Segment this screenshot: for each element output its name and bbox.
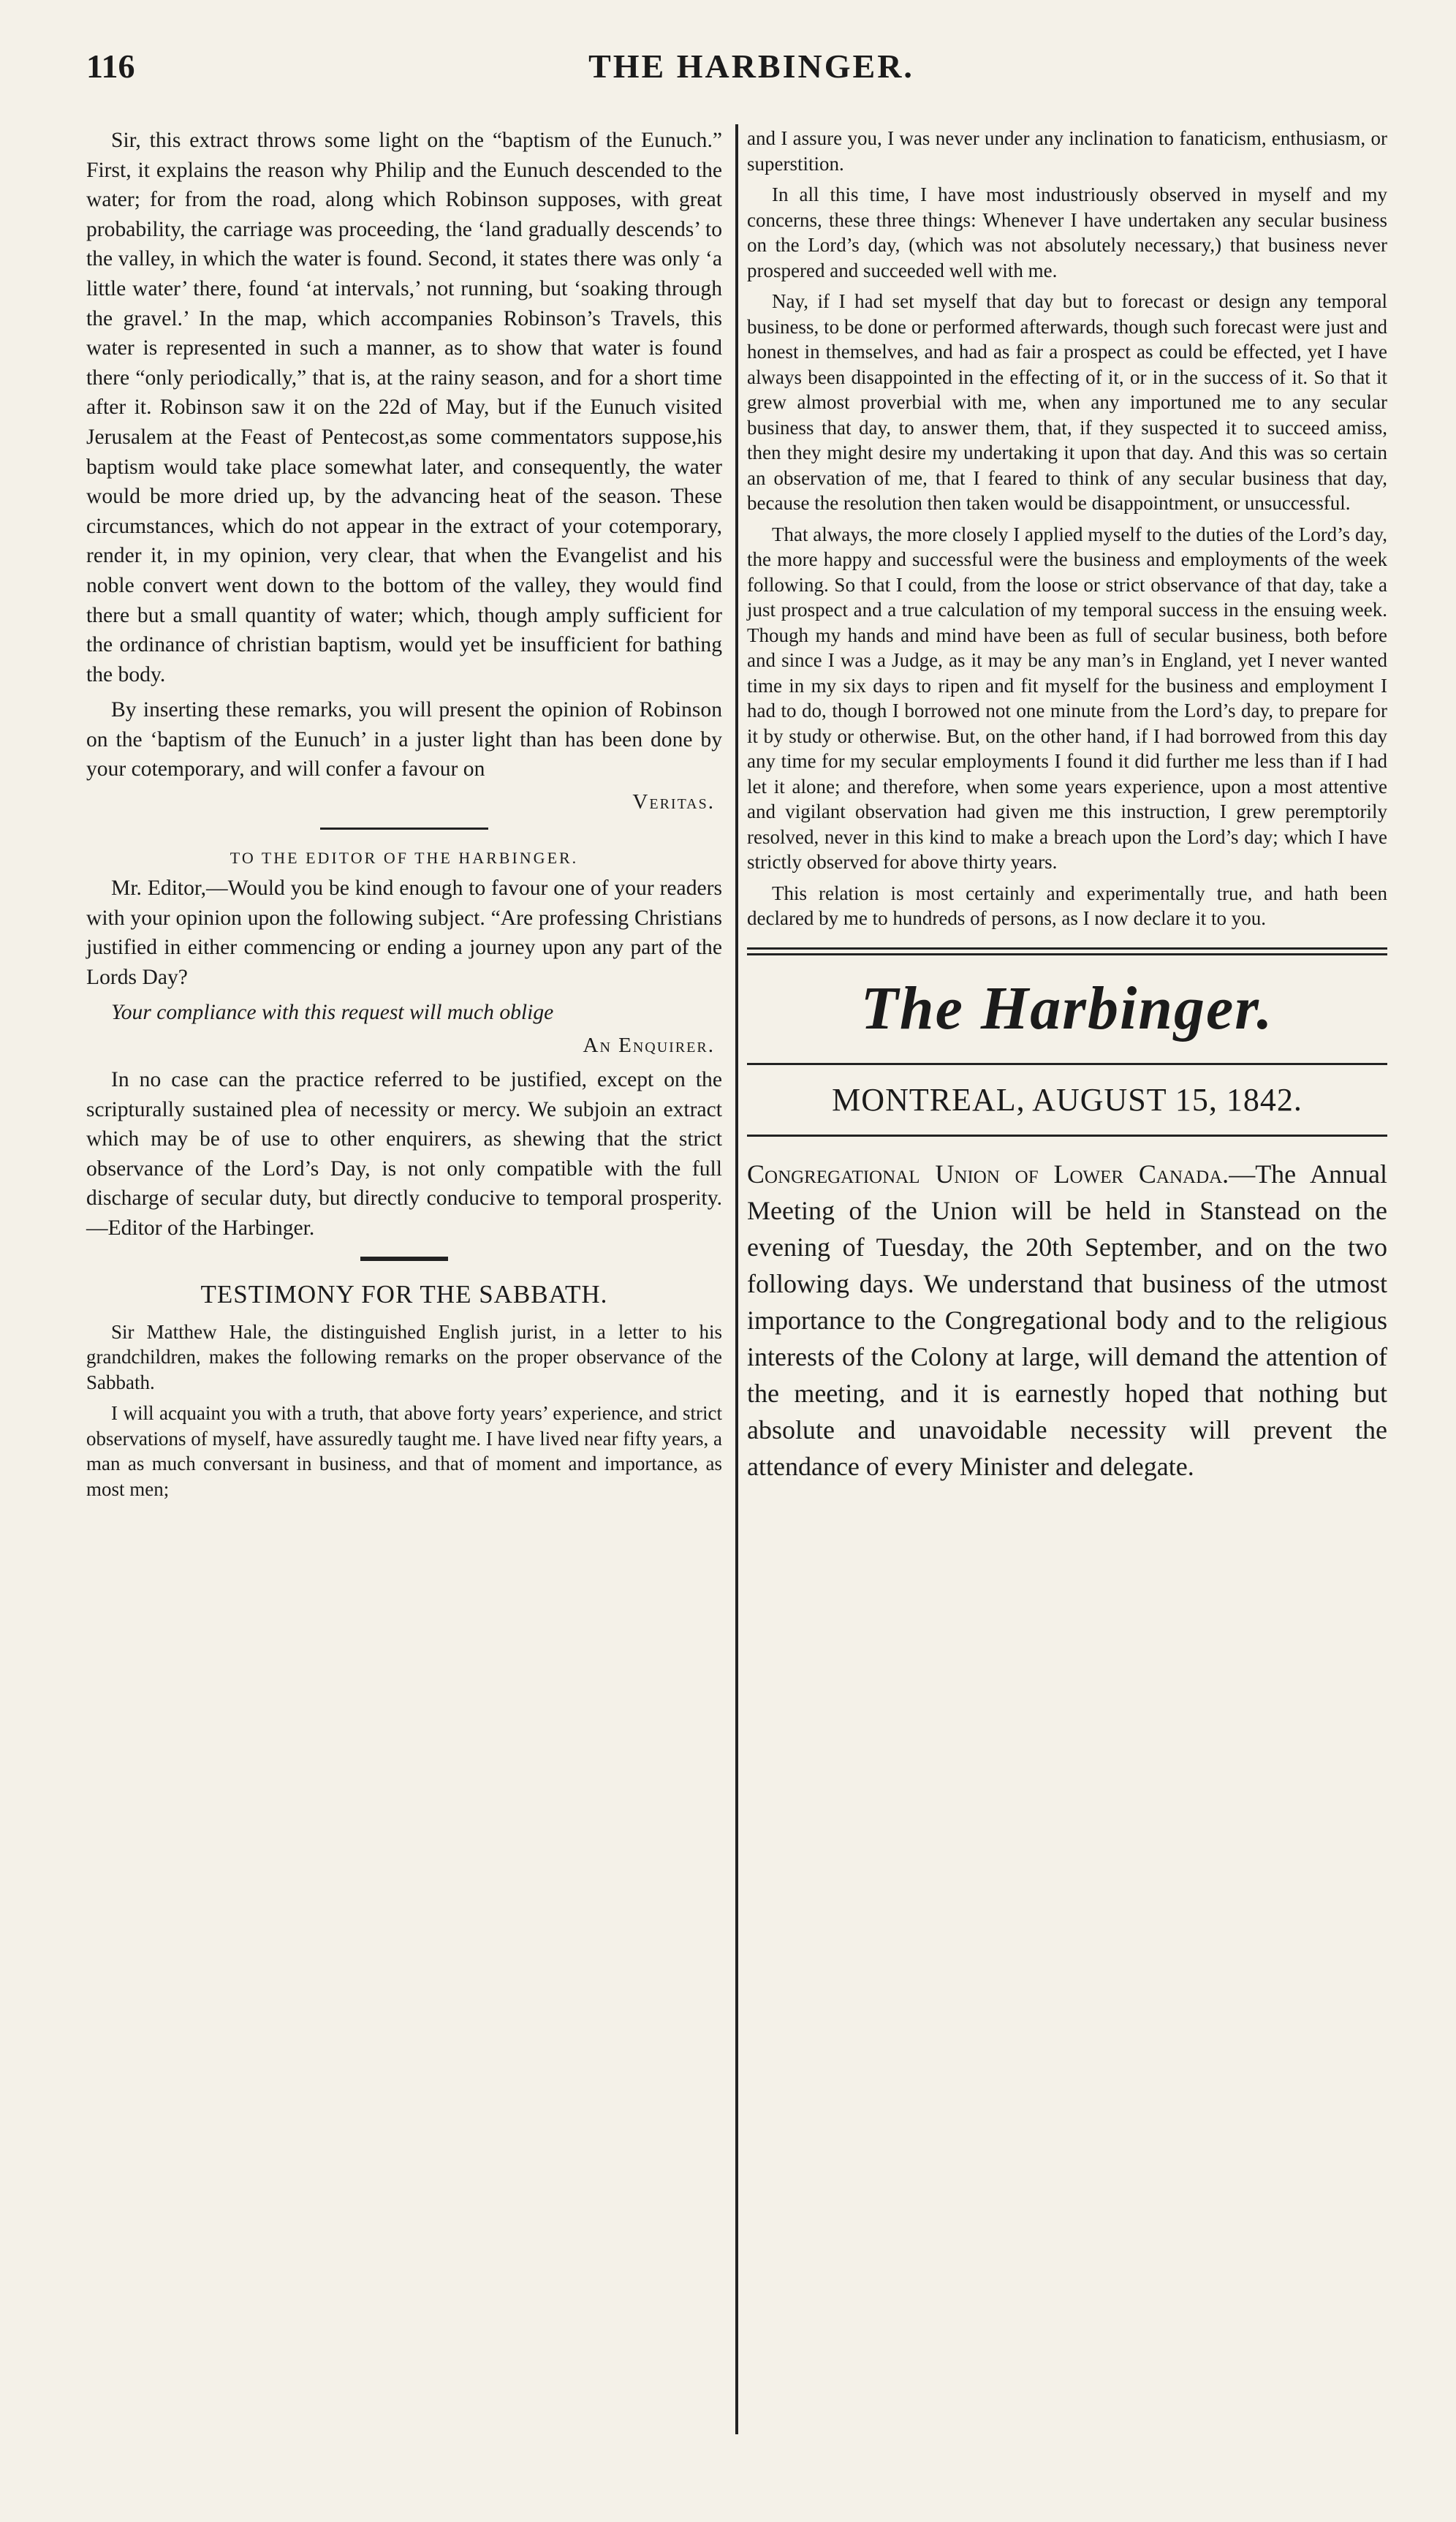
hale-paragraph-4: This relation is most certainly and experimentally true, and hath been declared by me to hundreds of persons, as I now declare it to you. — [747, 882, 1387, 929]
masthead-rule-bottom — [747, 1063, 1387, 1065]
enquirer-paragraph-2: Your compliance with this request will much oblige — [111, 1001, 554, 1025]
masthead-title: The Harbinger. — [860, 974, 1274, 1042]
enquirer-signature: An Enquirer. — [583, 1034, 715, 1058]
union-notice — [747, 1156, 1387, 1485]
editor-reply: In no case can the practice referred to be justified, except on the scripturally sustained plea of necessity or mercy. We subjoin an extract which may be of use to other enquirers, as shewing that the strict observance of the Lord’s Day, is not only compatible with the full discharge of secular duty, but directly conducive to temporal prosperity.—Editor of the Harbinger. — [86, 1068, 722, 1240]
hale-paragraph-0: and I assure you, I was never under any inclination to fanaticism, enthusiasm, or superstition. — [747, 127, 1387, 175]
section-divider — [320, 828, 488, 830]
hale-paragraph-1: In all this time, I have most industriously observed in myself and my concerns, these three things: Whenever I have undertaken any secular business on the Lord’s day, (which was not absolutely necessary,) that business never prospered and succeeded well with me. — [747, 183, 1387, 281]
testimony-intro: Sir Matthew Hale, the distinguished English jurist, in a letter to his grandchildren, makes the following remarks on the proper observance of the Sabbath. — [86, 1320, 722, 1393]
dateline: MONTREAL, AUGUST 15, 1842. — [832, 1081, 1303, 1118]
dateline-rule — [747, 1135, 1387, 1137]
letter-heading: TO THE EDITOR OF THE HARBINGER. — [230, 849, 579, 868]
article-heading: TESTIMONY FOR THE SABBATH. — [200, 1279, 608, 1309]
masthead-rule-top — [747, 947, 1387, 955]
hale-paragraph-2: Nay, if I had set myself that day but to forecast or design any temporal business, to be done or performed afterwards, though such forecast were just and honest in themselves, and had as fair a prospect as could be effected, yet I have always been disappointed in the effecting of it, or in the success of it. So that it grew almost proverbial with me, when any importuned me to any secular business that day, to answer them, that, if they suspected it to succeed amiss, then they might desire my undertaking it upon that day. And this was so certain an observation of me, that I feared to think of any secular business that day, because the resolution then taken would be disappointment, or unsuccessful. — [747, 290, 1387, 514]
section-divider — [360, 1257, 448, 1261]
page-header — [86, 47, 1417, 91]
left-column — [86, 126, 722, 1507]
testimony-paragraph: I will acquaint you with a truth, that above forty years’ experience, and strict observations of myself, have assuredly taught me. I have lived near fifty years, a man as much conversant in business, and that of moment and importance, as most men; — [86, 1402, 722, 1500]
union-notice-heading: Congregational Union of Lower Canada. — [747, 1159, 1229, 1189]
enquirer-paragraph-1: Mr. Editor,—Would you be kind enough to favour one of your readers with your opinion upon the following subject. “Are professing Christians justified in either commencing or ending a journey upon any part of the Lords Day? — [86, 876, 722, 989]
union-notice-body: —The Annual Meeting of the Union will be held in Stanstead on the evening of Tuesday, the 20th September, and on the two following days. We understand that business of the utmost importance to the Congregational body and to the religious interests of the Colony at large, will demand the attention of the meeting, and it is earnestly hoped that nothing but absolute and unavoidable necessity will prevent the attendance of every Minister and delegate. — [747, 1159, 1387, 1481]
veritas-paragraph-2: By inserting these remarks, you will present the opinion of Robinson on the ‘baptism of the Eunuch’ in a juster light than has been done by your cotemporary, and will confer a favour on — [86, 698, 722, 781]
page-number: 116 — [86, 48, 135, 85]
column-divider — [735, 124, 738, 2434]
veritas-paragraph-1: Sir, this extract throws some light on the “baptism of the Eunuch.” First, it explains the reason why Philip and the Eunuch descended to the water; for from the road, along which Robinson supposes, with great probability, the carriage was proceeding, the ‘land gradually descends’ to the valley, in which the water is found. Second, it states there was only ‘a little water’ there, found ‘at intervals,’ not running, but ‘soaking through the gravel.’ In the map, which accompanies Robinson’s Travels, this water is represented in such a manner, as to show that water is found there “only periodically,” that is, at the rainy season, and for a short time after it. Robinson saw it on the 22d of May, but if the Eunuch visited Jerusalem at the Feast of Pentecost,as some commentators suppose,his baptism would take place somewhat later, and consequently, the water would be more dried up, by the advancing heat of the season. These circumstances, which do not appear in the extract of your cotemporary, render it, in my opinion, very clear, that when the Evangelist and his noble convert went down to the bottom of the valley, they would find there but a small quantity of water; which, though amply sufficient for the ordinance of christian baptism, would yet be insufficient for bathing the body. — [86, 129, 722, 686]
hale-paragraph-3: That always, the more closely I applied myself to the duties of the Lord’s day, the more happy and successful were the business and employments of the week following. So that I could, from the loose or strict observance of that day, take a just prospect and a true calculation of my temporal success in the ensuing week. Though my hands and mind have been as full of secular business, both before and since I was a Judge, as it may be any man’s in England, yet I never wanted time in my six days to ripen and fit myself for the business and employment I had to do, though I borrowed not one minute from the Lord’s day, to prepare for it by study or otherwise. But, on the other hand, if I had borrowed from this day any time for my secular employments I found it did further me less than if I had let it alone; and therefore, when some years experience, upon a most attentive and vigilant observation had given me this instruction, I grew peremptorily resolved, never in this kind to make a breach upon the Lord’s day; which I have strictly observed for above thirty years. — [747, 523, 1387, 873]
running-head: THE HARBINGER. — [588, 48, 914, 85]
right-column — [747, 126, 1387, 1491]
veritas-signature: Veritas. — [632, 790, 715, 814]
